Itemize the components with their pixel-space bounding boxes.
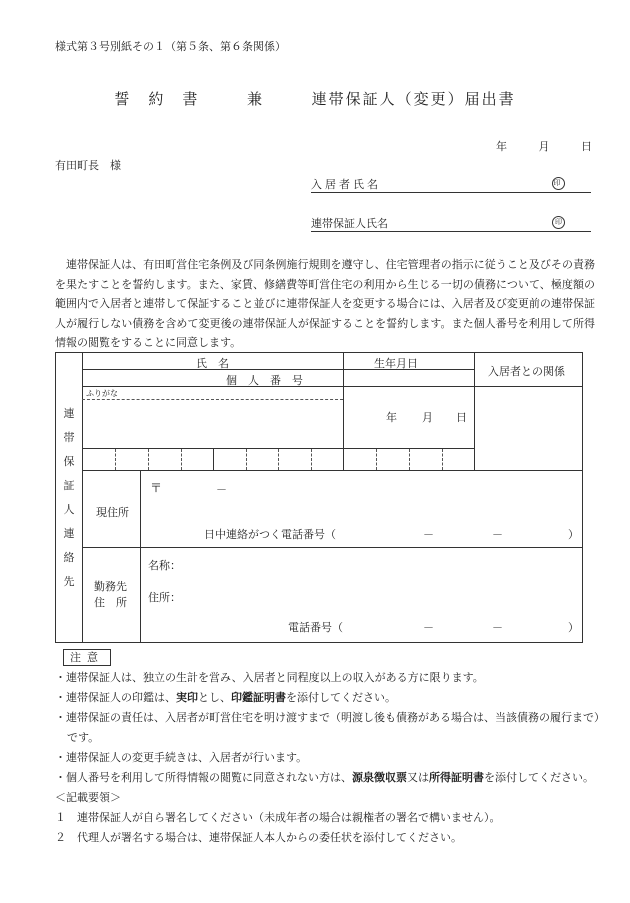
phone-dash: － (423, 621, 434, 634)
work-phone-label: 電話番号（ (288, 621, 343, 634)
document-title (0, 88, 630, 109)
name-header: 氏 名 (196, 357, 229, 370)
seal-mark: 印 (552, 216, 565, 229)
divider (343, 353, 344, 448)
furigana-label: ふりがな (86, 389, 118, 398)
date-month: 月 (538, 140, 550, 153)
day-phone-label: 日中連絡がつく電話番号（ (204, 528, 336, 541)
phone-dash: － (492, 621, 503, 634)
guarantor-name-label: 連帯保証人氏名 (311, 217, 388, 230)
resident-name-label: 入居者氏名 (311, 178, 381, 191)
guarantor-side-label: 連 帯 保 証 人 連 絡 先 (63, 406, 75, 588)
note-item: ・個人番号を利用して所得情報の閲覧に同意されない方は、源泉徴収票又は所得証明書を添付してください。 (55, 771, 594, 784)
note-item: ・連帯保証人の印鑑は、実印とし、印鑑証明書を添付してください。 (55, 691, 396, 704)
postal-dash: － (216, 483, 227, 496)
guarantor-name-field[interactable] (311, 215, 591, 232)
guarantor-table (55, 352, 583, 643)
address-input[interactable] (168, 479, 568, 519)
relation-input[interactable] (477, 389, 581, 469)
name-input[interactable] (85, 401, 341, 445)
addressee: 有田町長 様 (55, 159, 121, 172)
birth-year-label: 年 (386, 411, 397, 424)
birth-day-label: 日 (456, 411, 467, 424)
postal-mark: 〒 (150, 481, 163, 495)
phone-dash: － (492, 528, 503, 541)
work-label: 勤務先 住 所 (94, 580, 127, 609)
seal-mark: 印 (552, 177, 565, 190)
notes-section (55, 648, 600, 848)
note-item: ・連帯保証人は、独立の生計を営み、入居者と同程度以上の収入がある方に限ります。 (55, 671, 484, 684)
work-name-label: 名称： (148, 559, 181, 572)
divider (82, 547, 582, 548)
phone-dash: － (423, 528, 434, 541)
mynumber-header: 個 人 番 号 (226, 374, 303, 387)
title-part-and: 兼 (246, 90, 264, 108)
date-line (468, 138, 592, 154)
guide-item: ２ 代理人が署名する場合は、連帯保証人本人からの委任状を添付してください。 (55, 831, 462, 844)
divider (140, 470, 141, 642)
address-label: 現住所 (96, 506, 129, 519)
birth-month-label: 月 (422, 411, 433, 424)
resident-name-field[interactable] (311, 176, 591, 193)
divider (474, 353, 475, 470)
divider (82, 470, 582, 471)
guide-item: １ 連帯保証人が自ら署名してください（未成年者の場合は親権者の署名で構いません）。 (55, 811, 501, 824)
furigana-divider (82, 399, 343, 400)
guide-heading: ＜記載要領＞ (55, 791, 121, 804)
title-part-pledge: 誓 約 書 (114, 90, 200, 108)
note-item: ・連帯保証の責任は、入居者が町営住宅を明け渡すまで（明渡し後も債務がある場合は、当該債務の履行まで）です。 (55, 711, 600, 744)
birth-header: 生年月日 (374, 357, 418, 370)
divider (82, 353, 83, 642)
note-item: ・連帯保証人の変更手続きは、入居者が行います。 (55, 751, 308, 764)
relation-header: 入居者との関係 (488, 365, 565, 378)
date-year: 年 (496, 140, 507, 153)
mynumber-input[interactable] (83, 450, 473, 469)
title-part-notification: 連帯保証人（変更）届出書 (311, 90, 516, 108)
phone-close: ） (568, 621, 579, 634)
pledge-text: 連帯保証人は、有田町営住宅条例及び同条例施行規則を遵守し、住宅管理者の指示に従うこと及びその責務を果たすことを誓約します。また、家賃、修繕費等町営住宅の利用から生じる一切の債務について、極度額の範囲内で入居者と連帯して保証すること並びに連帯保証人を変更する場合には、入居者及び変更前の連帯保証人が履行しない債務を含めて変更後の連帯保証人が保証することを誓約します。また個人番号を利用して所得情報の閲覧をすることに同意します。 (55, 258, 595, 349)
work-address-label: 住所： (148, 591, 181, 604)
divider (82, 386, 582, 387)
phone-close: ） (568, 528, 579, 541)
notes-heading: 注意 (63, 649, 111, 666)
date-day: 日 (581, 140, 592, 153)
work-name-input[interactable] (184, 555, 564, 573)
work-address-input[interactable] (184, 587, 564, 605)
form-id: 様式第３号別紙その１（第５条、第６条関係） (55, 40, 286, 53)
